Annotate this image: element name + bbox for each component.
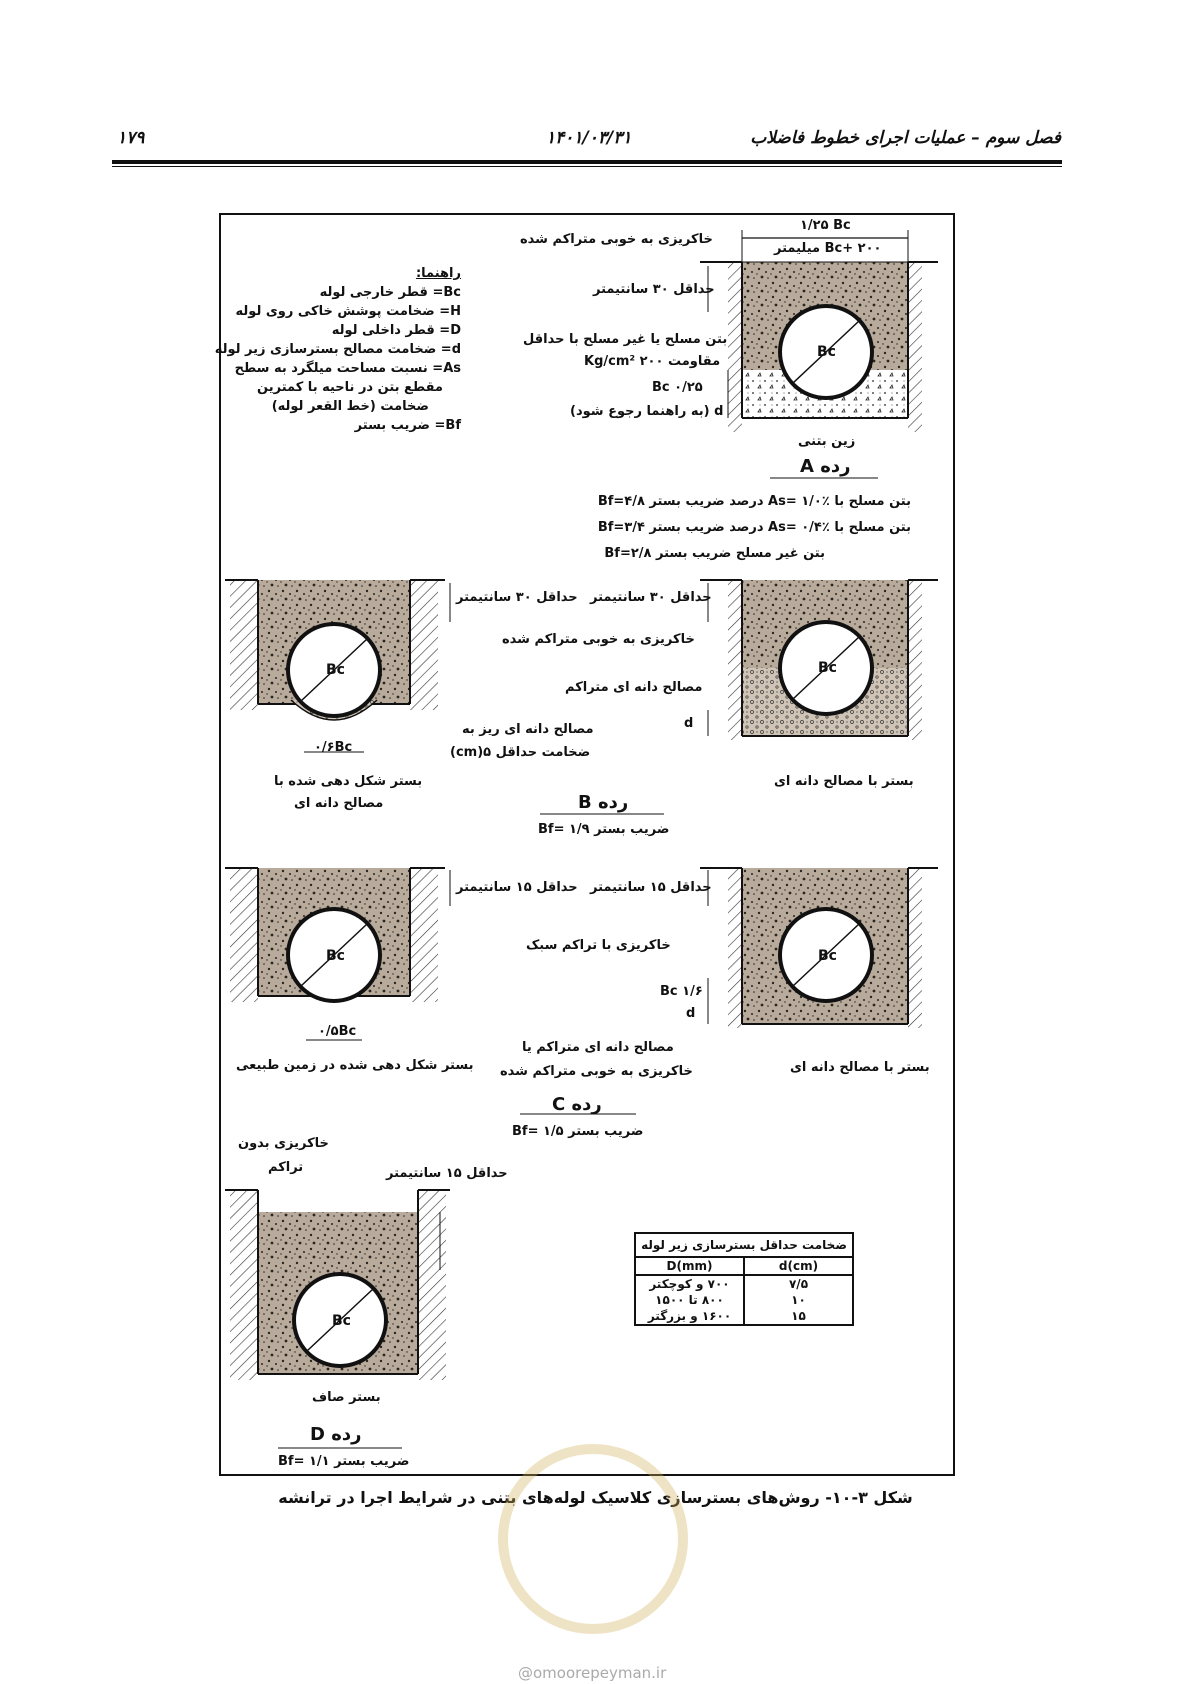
class-a-diagram: [700, 230, 938, 432]
class-c-left-bc: Bc: [326, 948, 345, 964]
class-b-title: رده B: [578, 792, 629, 813]
class-a-width-bottom: Bc+ ۲۰۰ میلیمتر: [774, 241, 882, 256]
class-c-shaped: بستر شکل دهی شده در زمین طبیعی: [236, 1058, 474, 1073]
page-number: ۱۷۹: [117, 128, 145, 148]
class-d-backfill-2: تراکم: [268, 1160, 304, 1175]
table-row: [636, 1292, 852, 1308]
class-b-min-cover-right: حداقل ۳۰ سانتیمتر: [590, 590, 712, 605]
watermark-seal: [498, 1444, 688, 1634]
class-b-fine-1: مصالح دانه ای ریز به: [462, 722, 594, 737]
class-b-shaped-1: بستر شکل دهی شده با: [274, 774, 423, 789]
class-d-backfill-1: خاکریزی بدون: [238, 1136, 329, 1151]
class-a-width-top: ۱/۲۵ Bc: [800, 218, 851, 233]
figure-caption: شکل ۳-۱۰- روش‌های بسترسازی کلاسیک لوله‌های بتنی در شرایط اجرا در ترانشه: [278, 1488, 913, 1507]
class-c-right-bc: Bc: [818, 948, 837, 964]
class-c-min-cover-left: حداقل ۱۵ سانتیمتر: [456, 880, 578, 895]
class-c-min-cover-right: حداقل ۱۵ سانتیمتر: [590, 880, 712, 895]
class-a-cradle: زین بتنی: [798, 434, 856, 449]
class-c-granular-bed: بستر با مصالح دانه ای: [790, 1060, 930, 1075]
legend-block: [215, 264, 461, 435]
class-a-depth-d: d (به راهنما رجوع شود): [570, 404, 724, 419]
bedding-thickness-table: [634, 1232, 854, 1326]
legend-line: As= نسبت مساحت میلگرد به سطح: [234, 361, 461, 376]
class-b-min-cover-left: حداقل ۳۰ سانتیمتر: [456, 590, 578, 605]
class-a-title: رده A: [800, 456, 851, 477]
class-a-bf-3: بتن غیر مسلح ضریب بستر Bf=۲/۸: [604, 546, 825, 561]
class-b-shaped-2: مصالح دانه ای: [294, 796, 384, 811]
class-a-concrete: بتن مسلح یا غیر مسلح با حداقل: [523, 332, 728, 347]
class-a-bf-1: بتن مسلح با As= ۱/۰٪ درصد ضریب بستر Bf=۴/۸: [597, 494, 911, 509]
legend-line: ضخامت (خط القعر لوله): [271, 399, 429, 414]
header-date: ۱۴۰۱/۰۳/۳۱: [546, 128, 632, 148]
class-c-bf: ضریب بستر Bf= ۱/۵: [512, 1124, 644, 1139]
class-c-granular-1: مصالح دانه ای متراکم یا: [522, 1040, 674, 1055]
class-d-diagram: [225, 1190, 450, 1380]
class-b-right-bc: Bc: [818, 660, 837, 676]
class-a-bc: Bc: [817, 344, 836, 360]
table-header-row: [636, 1258, 852, 1276]
class-a-depth-bc: ۰/۲۵ Bc: [652, 380, 703, 395]
class-b-granular-bed: بستر با مصالح دانه ای: [774, 774, 914, 789]
table-row: [636, 1276, 852, 1292]
class-d-min-cover: حداقل ۱۵ سانتیمتر: [386, 1166, 508, 1181]
class-b-granular: مصالح دانه ای متراکم: [565, 680, 703, 695]
table-cell: ۱۵: [743, 1308, 852, 1324]
legend-line: مقطع بتن در ناحیه با کمترین: [257, 380, 443, 395]
table-cell: ۱۰: [743, 1292, 852, 1308]
legend-title: راهنما:: [415, 266, 461, 281]
table-header-d-mm: D(mm): [666, 1259, 713, 1273]
class-c-sixth: ۱/۶ Bc: [660, 984, 703, 999]
table-cell: ۷۰۰ و کوچکتر: [649, 1277, 730, 1291]
watermark-url: @omoorepeyman.ir: [518, 1664, 667, 1682]
class-c-d: d: [686, 1006, 696, 1021]
class-d-bc: Bc: [332, 1313, 351, 1329]
chapter-title: فصل سوم – عملیات اجرای خطوط فاضلاب: [750, 128, 1061, 148]
class-c-width: ۰/۵Bc: [318, 1024, 357, 1039]
class-d-flat: بستر صاف: [312, 1390, 381, 1405]
table-cell: ۸۰۰ تا ۱۵۰۰: [655, 1293, 724, 1307]
legend-line: D= قطر داخلی لوله: [331, 323, 461, 338]
class-a-strength: مقاومت ۲۰۰ Kg/cm²: [584, 354, 721, 369]
class-a-min-cover: حداقل ۳۰ سانتیمتر: [593, 282, 715, 297]
table-header-d-cm: d(cm): [743, 1258, 852, 1274]
legend-line: d= ضخامت مصالح بسترسازی زیر لوله: [214, 342, 461, 357]
class-c-backfill: خاکریزی با تراکم سبک: [526, 938, 671, 953]
legend-line: H= ضخامت پوشش خاکی روی لوله: [235, 304, 461, 319]
table-cell: ۷/۵: [743, 1276, 852, 1292]
table-cell: ۱۶۰۰ و بزرگتر: [647, 1309, 732, 1323]
class-b-d: d: [684, 716, 694, 731]
class-b-fine-2: ضخامت حداقل ۵(cm): [450, 745, 591, 760]
class-a-bf-2: بتن مسلح با As= ۰/۴٪ درصد ضریب بستر Bf=۳/۴: [597, 520, 911, 535]
table-title: ضخامت حداقل بسترسازی زیر لوله: [636, 1234, 852, 1258]
class-b-bf: ضریب بستر Bf= ۱/۹: [538, 822, 670, 837]
class-c-title: رده C: [552, 1094, 602, 1115]
class-a-backfill: خاکریزی به خوبی متراکم شده: [520, 232, 713, 247]
class-d-bf: ضریب بستر Bf= ۱/۱: [278, 1454, 410, 1469]
legend-line: Bc= قطر خارجی لوله: [319, 285, 461, 300]
class-c-granular-2: خاکریزی به خوبی متراکم شده: [500, 1064, 693, 1079]
class-b-width: ۰/۶Bc: [314, 740, 353, 755]
legend-line: Bf= ضریب بستر: [354, 418, 461, 433]
class-d-title: رده D: [310, 1424, 362, 1445]
class-b-backfill: خاکریزی به خوبی متراکم شده: [502, 632, 695, 647]
class-b-left-bc: Bc: [326, 662, 345, 678]
table-row: [636, 1308, 852, 1324]
